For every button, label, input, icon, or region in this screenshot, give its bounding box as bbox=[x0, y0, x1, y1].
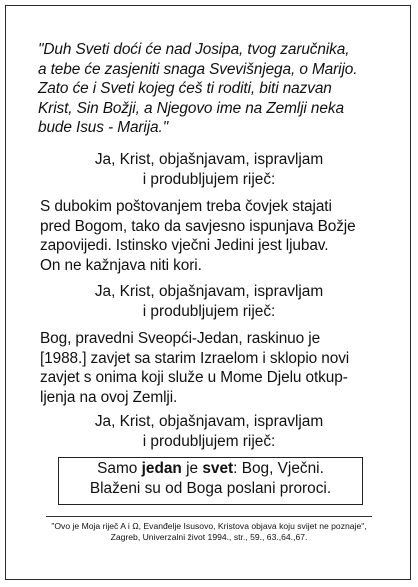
paragraph-1 bbox=[40, 197, 400, 275]
footnote bbox=[0, 521, 418, 543]
quote-line: "Duh Sveti doći će nad Josipa, tvog zaručnika, bbox=[38, 41, 350, 58]
footnote-line: Zagreb, Univerzalni život 1994., str., 59., 63.,64.,67. bbox=[110, 532, 308, 542]
quote-line: a tebe će zasjeniti snaga Svevišnjega, o Marijo. bbox=[38, 60, 358, 78]
paragraph-line: Bog, pravedni Sveopći-Jedan, raskinuo je bbox=[40, 330, 321, 347]
refrain-line: i produbljujem riječ: bbox=[142, 170, 276, 188]
paragraph-line: zapovijedi. Istinsko vječni Jedini jest ljubav. bbox=[40, 237, 329, 255]
highlight-bold-one: jedan bbox=[141, 460, 182, 477]
quote-line: Zato će i Sveti kojeg ćeš ti roditi, biti nazvan bbox=[38, 80, 332, 98]
highlight-pre: Samo bbox=[97, 460, 142, 477]
paragraph-line: zavjet s onima koji služe u Mome Djelu otkup- bbox=[40, 369, 348, 387]
highlight-bold-holy: svet bbox=[202, 460, 234, 477]
paragraph-line: [1988.] zavjet sa starim Izraelom i sklopio novi bbox=[40, 349, 350, 367]
paragraph-line: S dubokim poštovanjem treba čovjek stajati bbox=[40, 198, 332, 215]
paragraph-line: On ne kažnjava niti kori. bbox=[40, 256, 202, 274]
refrain-line: i produbljujem riječ: bbox=[142, 302, 276, 320]
refrain-1 bbox=[0, 150, 418, 189]
highlight-text bbox=[58, 459, 363, 498]
quote-line: bude Isus - Marija." bbox=[38, 119, 169, 137]
refrain-3 bbox=[0, 412, 418, 451]
refrain-2 bbox=[0, 282, 418, 321]
highlight-line-1 bbox=[58, 459, 363, 479]
refrain-line: Ja, Krist, objašnjavam, ispravljam bbox=[94, 413, 324, 430]
highlight-mid: je bbox=[181, 460, 203, 477]
refrain-line: i produbljujem riječ: bbox=[142, 432, 276, 450]
paragraph-2 bbox=[40, 329, 400, 407]
highlight-line-2: Blaženi su od Boga poslani proroci. bbox=[89, 479, 332, 497]
refrain-line: Ja, Krist, objašnjavam, ispravljam bbox=[94, 283, 324, 300]
footnote-line: "Ovo je Moja riječ A i Ω, Evanđelje Isusovo, Kristova objava koju svijet ne poznaje", bbox=[51, 521, 367, 531]
footnote-divider bbox=[46, 516, 372, 517]
highlight-post: : Bog, Vječni. bbox=[233, 460, 324, 477]
quote-block bbox=[38, 40, 388, 138]
paragraph-line: pred Bogom, tako da savjesno ispunjava Božje bbox=[40, 217, 356, 235]
quote-line: Krist, Sin Božji, a Njegovo ime na Zemlji neka bbox=[38, 99, 344, 117]
paragraph-line: ljenja na ovoj Zemlji. bbox=[40, 388, 178, 406]
refrain-line: Ja, Krist, objašnjavam, ispravljam bbox=[94, 151, 324, 168]
